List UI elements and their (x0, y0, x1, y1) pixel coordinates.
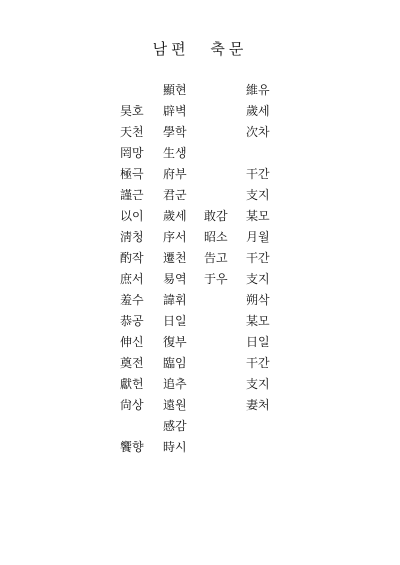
text-cell: 天천 (120, 125, 144, 139)
text-cell: 謹근 (120, 188, 144, 202)
text-cell: 學학 (163, 125, 187, 139)
text-cell: 干간 (246, 167, 270, 181)
text-row (0, 206, 400, 227)
text-cell: 于우 (204, 272, 228, 286)
text-cell: 尙상 (120, 398, 144, 412)
text-row (0, 437, 400, 458)
text-cell: 顯현 (163, 83, 187, 97)
text-cell: 羞수 (120, 293, 144, 307)
text-cell: 日일 (246, 335, 270, 349)
text-cell: 君군 (163, 188, 187, 202)
text-row (0, 416, 400, 437)
text-cell: 敢감 (204, 209, 228, 223)
text-row (0, 80, 400, 101)
text-cell: 饗향 (120, 440, 144, 454)
text-cell: 歲세 (163, 209, 187, 223)
text-row (0, 269, 400, 290)
text-cell: 辟벽 (163, 104, 187, 118)
text-cell: 支지 (246, 377, 270, 391)
text-row (0, 311, 400, 332)
text-cell: 妻처 (246, 398, 270, 412)
text-row (0, 122, 400, 143)
text-cell: 某모 (246, 314, 270, 328)
text-row (0, 374, 400, 395)
text-row (0, 332, 400, 353)
text-cell: 某모 (246, 209, 270, 223)
text-cell: 干간 (246, 251, 270, 265)
text-cell: 極극 (120, 167, 144, 181)
text-cell: 昭소 (204, 230, 228, 244)
text-cell: 復부 (163, 335, 187, 349)
text-cell: 生생 (163, 146, 187, 160)
text-cell: 諱휘 (163, 293, 187, 307)
text-cell: 支지 (246, 272, 270, 286)
text-cell: 歲세 (246, 104, 270, 118)
text-cell: 恭공 (120, 314, 144, 328)
text-cell: 次차 (246, 125, 270, 139)
text-row (0, 395, 400, 416)
text-row (0, 143, 400, 164)
text-cell: 月월 (246, 230, 270, 244)
text-cell: 昊호 (120, 104, 144, 118)
text-row (0, 290, 400, 311)
document-title: 남편 축문 (152, 40, 248, 58)
text-cell: 干간 (246, 356, 270, 370)
text-cell: 庶서 (120, 272, 144, 286)
text-cell: 罔망 (120, 146, 144, 160)
text-cell: 伸신 (120, 335, 144, 349)
text-cell: 感감 (163, 419, 187, 433)
text-cell: 遷천 (163, 251, 187, 265)
text-cell: 奠전 (120, 356, 144, 370)
text-cell: 追추 (163, 377, 187, 391)
text-cell: 府부 (163, 167, 187, 181)
text-cell: 獻헌 (120, 377, 144, 391)
prayer-text-grid (0, 80, 400, 458)
text-cell: 序서 (163, 230, 187, 244)
text-row (0, 101, 400, 122)
text-cell: 以이 (120, 209, 144, 223)
text-cell: 易역 (163, 272, 187, 286)
text-cell: 告고 (204, 251, 228, 265)
text-row (0, 353, 400, 374)
text-row (0, 227, 400, 248)
text-cell: 支지 (246, 188, 270, 202)
text-cell: 淸청 (120, 230, 144, 244)
text-row (0, 164, 400, 185)
text-cell: 朔삭 (246, 293, 270, 307)
text-cell: 酌작 (120, 251, 144, 265)
text-cell: 維유 (246, 83, 270, 97)
text-cell: 臨임 (163, 356, 187, 370)
text-cell: 日일 (163, 314, 187, 328)
text-row (0, 185, 400, 206)
text-row (0, 248, 400, 269)
text-cell: 遠원 (163, 398, 187, 412)
text-cell: 時시 (163, 440, 187, 454)
